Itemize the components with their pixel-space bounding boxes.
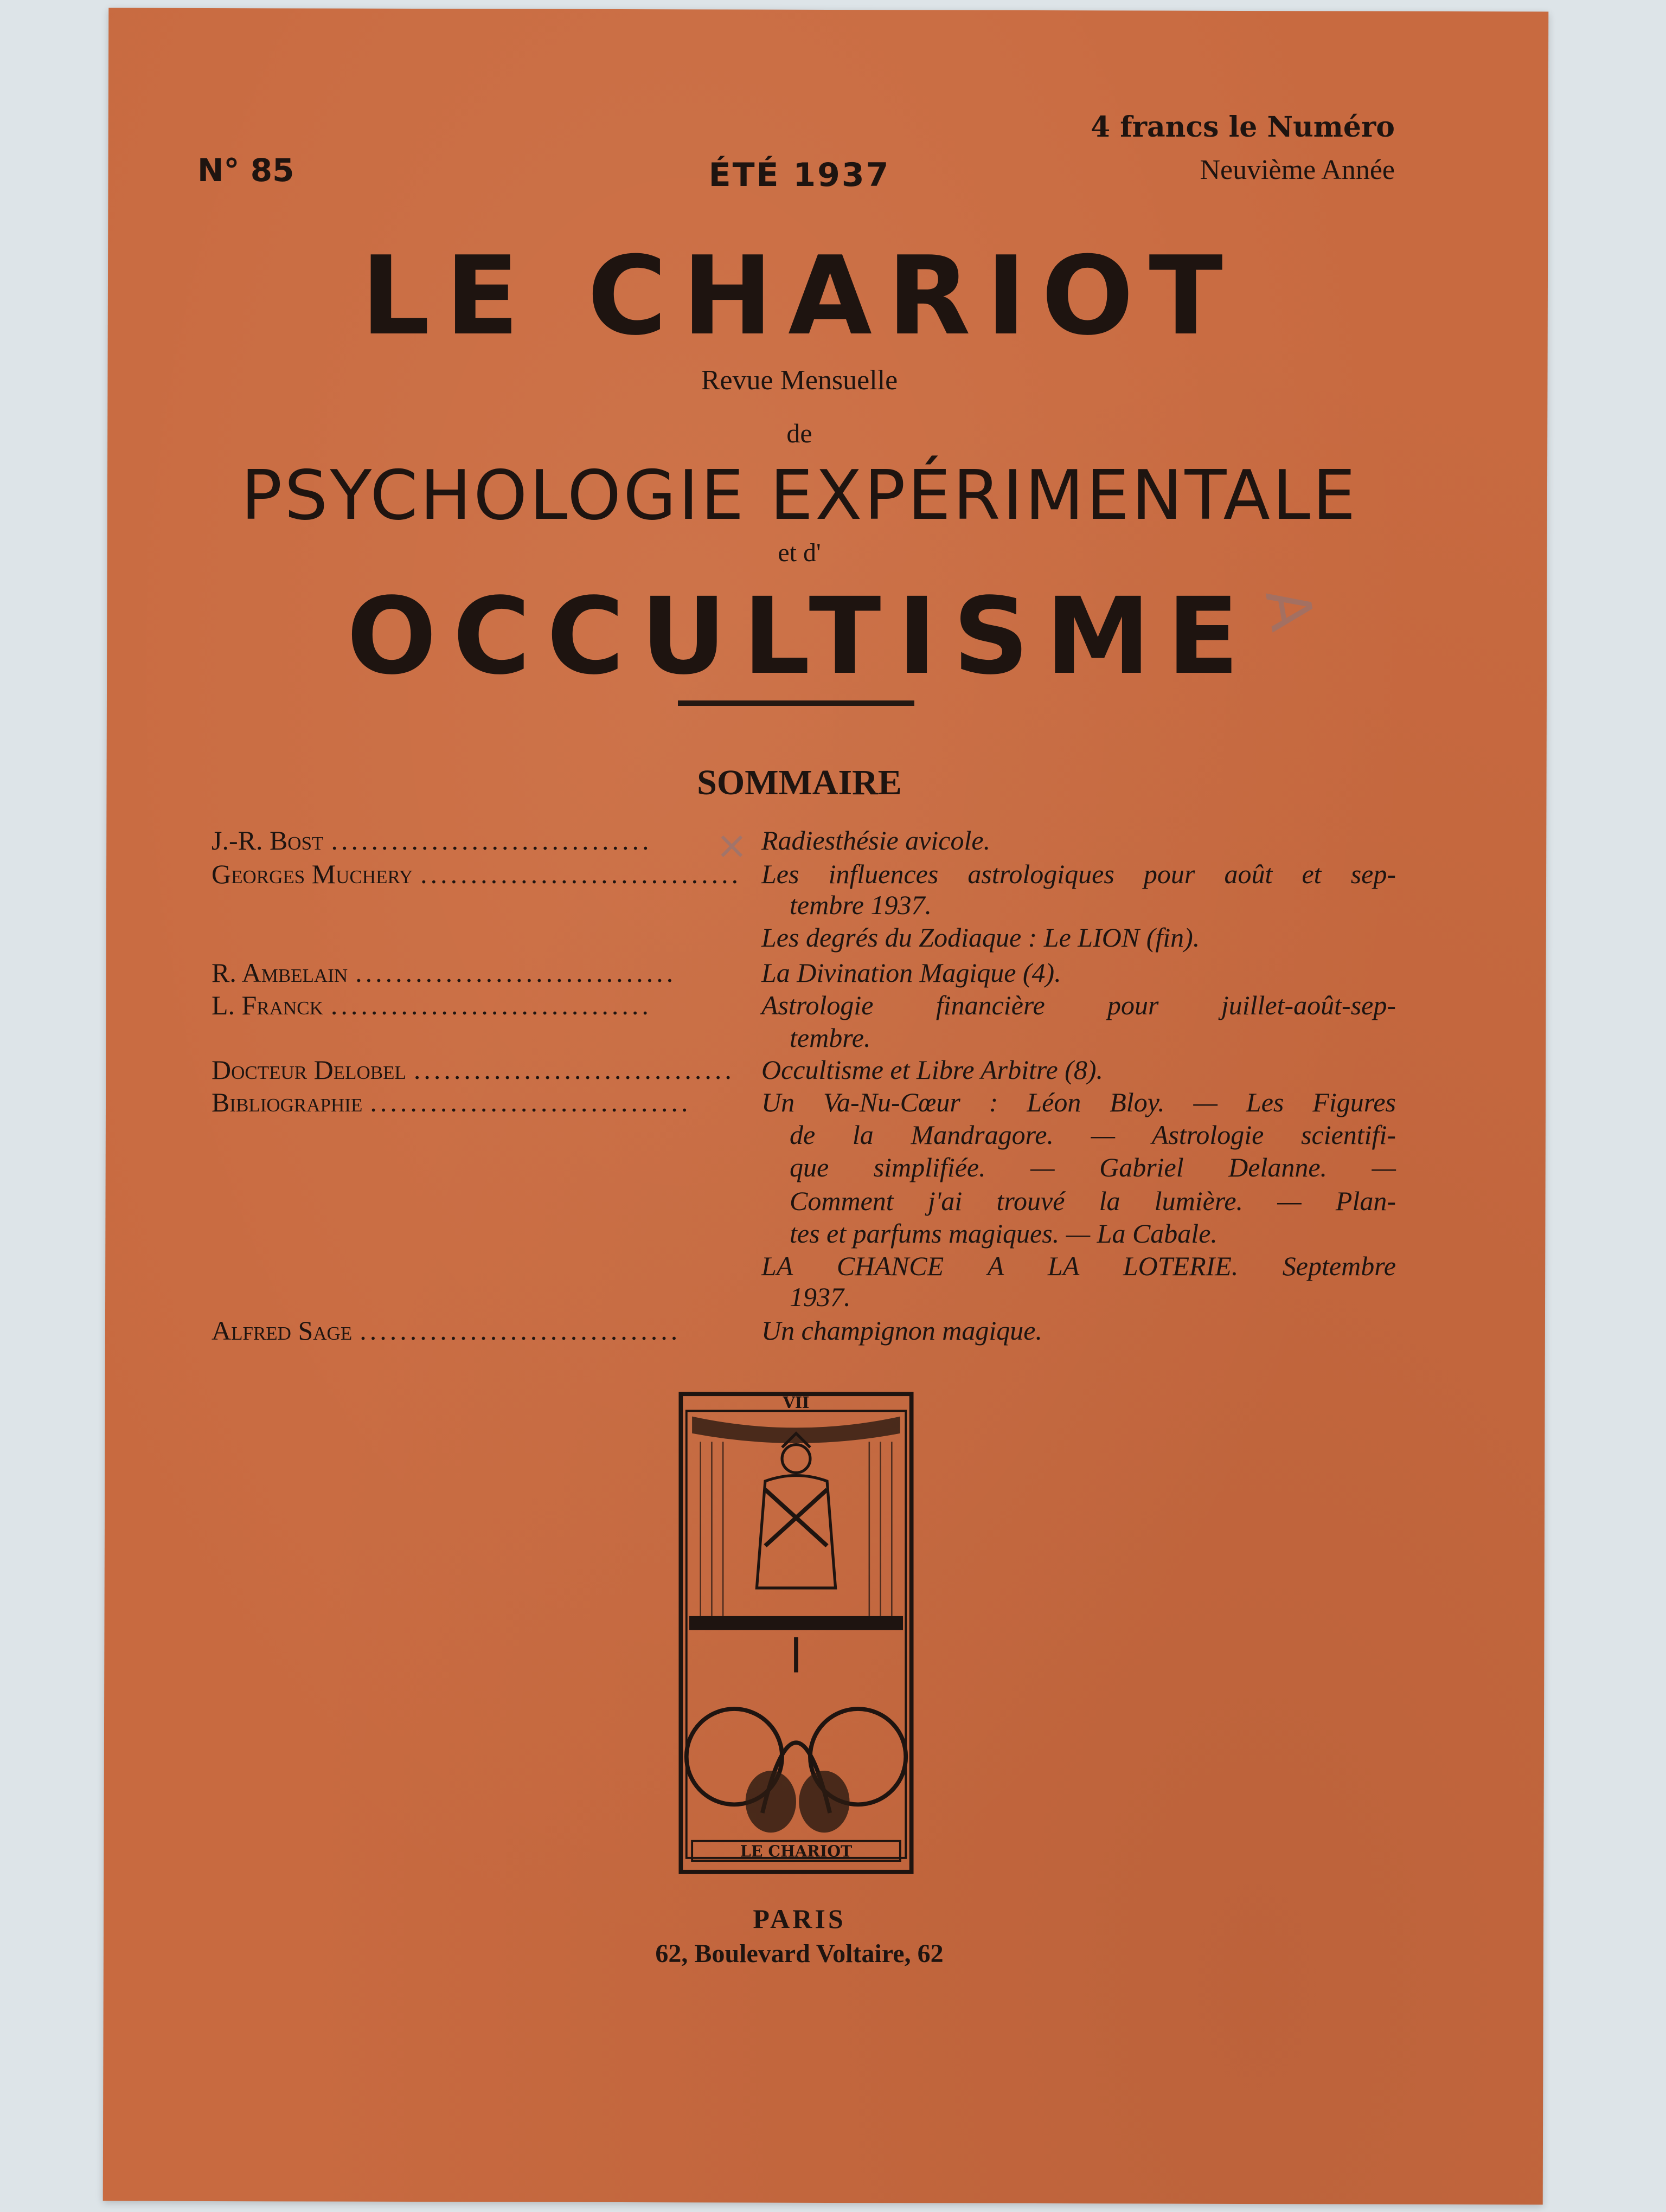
toc-title: que simplifiée. — Gabriel Delanne. —	[790, 1152, 1396, 1182]
toc-title: Les influences astrologiques pour août et sep-	[761, 859, 1396, 889]
toc-title: Un champignon magique.	[761, 1315, 1042, 1346]
magazine-title: LE CHARIOT	[361, 233, 1238, 359]
toc-author-name: L. Franck	[212, 990, 323, 1020]
dot-leader: ................................	[360, 1315, 681, 1346]
toc-title: Un Va-Nu-Cœur : Léon Bloy. — Les Figures	[761, 1087, 1396, 1117]
publisher-city: PARIS	[753, 1904, 846, 1934]
pencil-cross: ×	[716, 823, 748, 867]
toc-title: LA CHANCE A LA LOTERIE. Septembre	[761, 1251, 1396, 1281]
toc-title: La Divination Magique (4).	[761, 957, 1061, 988]
toc-title: tes et parfums magiques. — La Cabale.	[790, 1218, 1218, 1249]
toc-row	[212, 1118, 1396, 1151]
issue-number: N° 85	[197, 152, 294, 189]
toc-author-name: Bibliographie	[212, 1087, 363, 1117]
dot-leader: ................................	[420, 859, 742, 889]
toc-row	[212, 824, 1396, 857]
toc-title: Occultisme et Libre Arbitre (8).	[761, 1054, 1103, 1085]
divider-rule	[678, 700, 914, 706]
toc-title: tembre.	[790, 1023, 871, 1053]
dot-leader: ................................	[330, 990, 652, 1020]
card-name: LE CHARIOT	[740, 1842, 853, 1861]
toc-author	[212, 1053, 735, 1086]
toc-row	[212, 1053, 1396, 1086]
toc-author-name: Docteur Delobel	[212, 1054, 406, 1085]
toc-title: 1937.	[790, 1282, 851, 1312]
toc-row	[212, 1217, 1396, 1250]
issue-season: ÉTÉ 1937	[708, 156, 890, 194]
publication-year: Neuvième Année	[1200, 155, 1395, 185]
toc-row	[212, 1250, 1396, 1282]
toc-row	[212, 1021, 1396, 1054]
toc-author	[212, 1086, 691, 1118]
toc-author-name: R. Ambelain	[212, 957, 348, 988]
subtitle-occultisme: OCCULTISME	[347, 575, 1255, 698]
toc-row	[212, 1281, 1396, 1313]
toc-row	[212, 956, 1396, 989]
toc-row	[212, 921, 1396, 954]
toc-title: Radiesthésie avicole.	[761, 825, 991, 856]
toc-author	[212, 824, 684, 857]
toc-row	[212, 989, 1396, 1021]
toc-author	[212, 989, 684, 1021]
toc-row	[212, 858, 1396, 890]
toc-row	[212, 889, 1396, 921]
subtitle-revue: Revue Mensuelle	[701, 365, 898, 396]
dot-leader: ................................	[355, 957, 677, 988]
tarot-card-illustration	[678, 1391, 914, 1875]
toc-title: tembre 1937.	[790, 890, 932, 920]
toc-row	[212, 1151, 1396, 1184]
toc-author	[212, 858, 742, 890]
sommaire-heading: SOMMAIRE	[697, 763, 902, 802]
toc-row	[212, 1185, 1396, 1217]
dot-leader: ................................	[413, 1054, 735, 1085]
card-number: VII	[783, 1393, 810, 1412]
toc-title: Astrologie financière pour juillet-août-sep-	[761, 990, 1396, 1020]
dot-leader: ................................	[331, 825, 652, 856]
toc-title: Comment j'ai trouvé la lumière. — Plan-	[790, 1186, 1396, 1216]
toc-author	[212, 956, 684, 989]
toc-author	[212, 1314, 684, 1347]
subtitle-psychologie: PSYCHOLOGIE EXPÉRIMENTALE	[241, 455, 1358, 535]
toc-row	[212, 1086, 1396, 1118]
toc-author-name: Alfred Sage	[212, 1315, 353, 1346]
toc-title: Les degrés du Zodiaque : Le LION (fin).	[761, 922, 1200, 953]
toc-author-name: Georges Muchery	[212, 859, 413, 889]
subtitle-de: de	[786, 418, 812, 448]
toc-title: de la Mandragore. — Astrologie scientifi-	[790, 1120, 1396, 1150]
toc-row	[212, 1314, 1396, 1347]
publisher-address: 62, Boulevard Voltaire, 62	[655, 1939, 944, 1968]
subtitle-et: et d'	[778, 538, 821, 567]
dot-leader: ................................	[370, 1087, 691, 1117]
price: 4 francs le Numéro	[1090, 111, 1395, 144]
toc-author-name: J.-R. Bost	[212, 825, 324, 856]
pencil-mark: A	[1252, 583, 1328, 636]
